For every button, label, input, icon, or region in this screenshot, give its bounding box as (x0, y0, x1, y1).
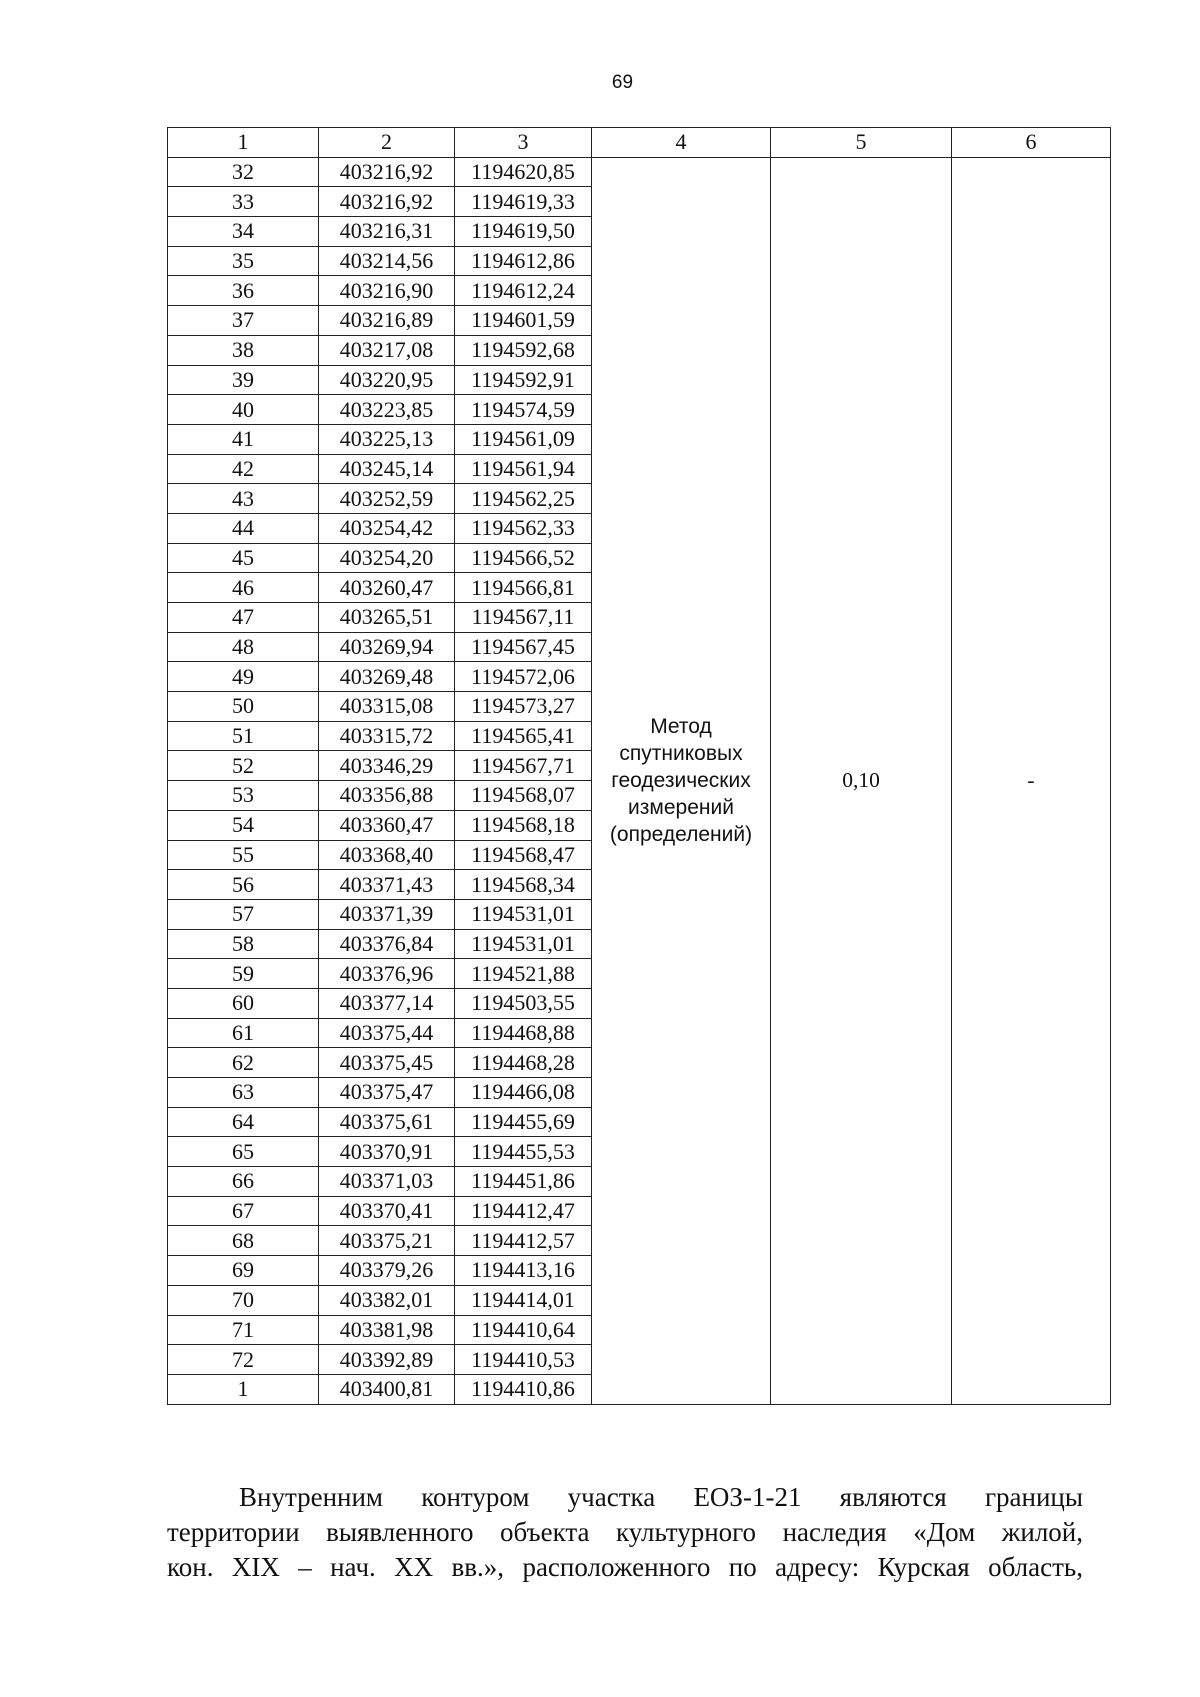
y-coordinate-cell: 1194612,24 (455, 276, 592, 306)
x-coordinate-cell: 403214,56 (319, 246, 455, 276)
point-number-cell: 55 (168, 840, 319, 870)
point-number-cell: 40 (168, 395, 319, 425)
x-coordinate-cell: 403260,47 (319, 573, 455, 603)
table-row (168, 157, 1111, 187)
x-coordinate-cell: 403379,26 (319, 1256, 455, 1286)
x-coordinate-cell: 403269,48 (319, 662, 455, 692)
x-coordinate-cell: 403225,13 (319, 424, 455, 454)
point-number-cell: 41 (168, 424, 319, 454)
x-coordinate-cell: 403223,85 (319, 395, 455, 425)
y-coordinate-cell: 1194612,86 (455, 246, 592, 276)
x-coordinate-cell: 403381,98 (319, 1315, 455, 1345)
x-coordinate-cell: 403400,81 (319, 1374, 455, 1404)
column-6-cell: - (952, 157, 1111, 1404)
point-number-cell: 36 (168, 276, 319, 306)
x-coordinate-cell: 403371,43 (319, 870, 455, 900)
method-line: измерений (628, 796, 734, 820)
table-body (168, 157, 1111, 1404)
method-line: спутниковых (619, 742, 743, 766)
y-coordinate-cell: 1194562,33 (455, 513, 592, 543)
x-coordinate-cell: 403376,96 (319, 959, 455, 989)
x-coordinate-cell: 403220,95 (319, 365, 455, 395)
y-coordinate-cell: 1194620,85 (455, 157, 592, 187)
y-coordinate-cell: 1194568,34 (455, 870, 592, 900)
x-coordinate-cell: 403376,84 (319, 929, 455, 959)
point-number-cell: 71 (168, 1315, 319, 1345)
header-cell: 5 (771, 128, 952, 158)
x-coordinate-cell: 403377,14 (319, 988, 455, 1018)
point-number-cell: 50 (168, 692, 319, 722)
x-coordinate-cell: 403392,89 (319, 1345, 455, 1375)
x-coordinate-cell: 403216,92 (319, 157, 455, 187)
point-number-cell: 66 (168, 1167, 319, 1197)
point-number-cell: 51 (168, 721, 319, 751)
y-coordinate-cell: 1194561,09 (455, 424, 592, 454)
y-coordinate-cell: 1194568,18 (455, 810, 592, 840)
point-number-cell: 56 (168, 870, 319, 900)
y-coordinate-cell: 1194412,57 (455, 1226, 592, 1256)
y-coordinate-cell: 1194592,91 (455, 365, 592, 395)
y-coordinate-cell: 1194619,50 (455, 217, 592, 247)
point-number-cell: 45 (168, 543, 319, 573)
x-coordinate-cell: 403375,45 (319, 1048, 455, 1078)
x-coordinate-cell: 403370,41 (319, 1196, 455, 1226)
y-coordinate-cell: 1194574,59 (455, 395, 592, 425)
accuracy-cell: 0,10 (771, 157, 952, 1404)
point-number-cell: 33 (168, 187, 319, 217)
method-line: геодезических (611, 769, 751, 793)
y-coordinate-cell: 1194503,55 (455, 988, 592, 1018)
point-number-cell: 1 (168, 1374, 319, 1404)
x-coordinate-cell: 403216,92 (319, 187, 455, 217)
x-coordinate-cell: 403375,47 (319, 1078, 455, 1108)
y-coordinate-cell: 1194573,27 (455, 692, 592, 722)
x-coordinate-cell: 403315,72 (319, 721, 455, 751)
point-number-cell: 72 (168, 1345, 319, 1375)
point-number-cell: 63 (168, 1078, 319, 1108)
x-coordinate-cell: 403371,39 (319, 899, 455, 929)
y-coordinate-cell: 1194455,69 (455, 1107, 592, 1137)
point-number-cell: 64 (168, 1107, 319, 1137)
point-number-cell: 38 (168, 335, 319, 365)
y-coordinate-cell: 1194468,28 (455, 1048, 592, 1078)
point-number-cell: 44 (168, 513, 319, 543)
point-number-cell: 42 (168, 454, 319, 484)
point-number-cell: 47 (168, 603, 319, 633)
point-number-cell: 69 (168, 1256, 319, 1286)
paragraph-line: кон. XIX – нач. XX вв.», расположенного по адресу: Курская область, (167, 1552, 1083, 1582)
x-coordinate-cell: 403375,44 (319, 1018, 455, 1048)
point-number-cell: 46 (168, 573, 319, 603)
y-coordinate-cell: 1194562,25 (455, 484, 592, 514)
y-coordinate-cell: 1194410,53 (455, 1345, 592, 1375)
y-coordinate-cell: 1194531,01 (455, 929, 592, 959)
y-coordinate-cell: 1194567,71 (455, 751, 592, 781)
header-cell: 6 (952, 128, 1111, 158)
header-cell: 4 (592, 128, 771, 158)
x-coordinate-cell: 403315,08 (319, 692, 455, 722)
point-number-cell: 61 (168, 1018, 319, 1048)
point-number-cell: 43 (168, 484, 319, 514)
y-coordinate-cell: 1194566,81 (455, 573, 592, 603)
x-coordinate-cell: 403382,01 (319, 1285, 455, 1315)
x-coordinate-cell: 403265,51 (319, 603, 455, 633)
table-header-row (168, 128, 1111, 158)
point-number-cell: 35 (168, 246, 319, 276)
x-coordinate-cell: 403245,14 (319, 454, 455, 484)
header-cell: 2 (319, 128, 455, 158)
point-number-cell: 62 (168, 1048, 319, 1078)
method-line: (определений) (609, 823, 753, 847)
y-coordinate-cell: 1194567,45 (455, 632, 592, 662)
point-number-cell: 49 (168, 662, 319, 692)
y-coordinate-cell: 1194568,47 (455, 840, 592, 870)
header-cell: 1 (168, 128, 319, 158)
point-number-cell: 37 (168, 306, 319, 336)
method-line: Метод (650, 715, 712, 739)
point-number-cell: 67 (168, 1196, 319, 1226)
point-number-cell: 54 (168, 810, 319, 840)
point-number-cell: 65 (168, 1137, 319, 1167)
y-coordinate-cell: 1194561,94 (455, 454, 592, 484)
y-coordinate-cell: 1194592,68 (455, 335, 592, 365)
x-coordinate-cell: 403360,47 (319, 810, 455, 840)
y-coordinate-cell: 1194466,08 (455, 1078, 592, 1108)
x-coordinate-cell: 403217,08 (319, 335, 455, 365)
y-coordinate-cell: 1194455,53 (455, 1137, 592, 1167)
y-coordinate-cell: 1194521,88 (455, 959, 592, 989)
x-coordinate-cell: 403375,21 (319, 1226, 455, 1256)
x-coordinate-cell: 403252,59 (319, 484, 455, 514)
body-paragraph (167, 1480, 1083, 1585)
point-number-cell: 59 (168, 959, 319, 989)
x-coordinate-cell: 403356,88 (319, 781, 455, 811)
y-coordinate-cell: 1194412,47 (455, 1196, 592, 1226)
x-coordinate-cell: 403346,29 (319, 751, 455, 781)
paragraph-line: Внутренним контуром участка ЕОЗ-1-21 являются границы (239, 1482, 1083, 1512)
x-coordinate-cell: 403254,20 (319, 543, 455, 573)
page-number: 69 (611, 72, 634, 93)
y-coordinate-cell: 1194601,59 (455, 306, 592, 336)
point-number-cell: 39 (168, 365, 319, 395)
point-number-cell: 52 (168, 751, 319, 781)
y-coordinate-cell: 1194567,11 (455, 603, 592, 633)
point-number-cell: 70 (168, 1285, 319, 1315)
y-coordinate-cell: 1194568,07 (455, 781, 592, 811)
y-coordinate-cell: 1194531,01 (455, 899, 592, 929)
x-coordinate-cell: 403216,90 (319, 276, 455, 306)
point-number-cell: 57 (168, 899, 319, 929)
y-coordinate-cell: 1194572,06 (455, 662, 592, 692)
point-number-cell: 34 (168, 217, 319, 247)
y-coordinate-cell: 1194414,01 (455, 1285, 592, 1315)
x-coordinate-cell: 403216,31 (319, 217, 455, 247)
y-coordinate-cell: 1194413,16 (455, 1256, 592, 1286)
y-coordinate-cell: 1194410,64 (455, 1315, 592, 1345)
x-coordinate-cell: 403368,40 (319, 840, 455, 870)
x-coordinate-cell: 403269,94 (319, 632, 455, 662)
point-number-cell: 68 (168, 1226, 319, 1256)
y-coordinate-cell: 1194566,52 (455, 543, 592, 573)
x-coordinate-cell: 403371,03 (319, 1167, 455, 1197)
y-coordinate-cell: 1194468,88 (455, 1018, 592, 1048)
x-coordinate-cell: 403216,89 (319, 306, 455, 336)
x-coordinate-cell: 403370,91 (319, 1137, 455, 1167)
x-coordinate-cell: 403254,42 (319, 513, 455, 543)
point-number-cell: 48 (168, 632, 319, 662)
y-coordinate-cell: 1194565,41 (455, 721, 592, 751)
method-cell (592, 157, 771, 1404)
point-number-cell: 53 (168, 781, 319, 811)
y-coordinate-cell: 1194619,33 (455, 187, 592, 217)
paragraph-line: территории выявленного объекта культурного наследия «Дом жилой, (167, 1517, 1083, 1547)
point-number-cell: 32 (168, 157, 319, 187)
x-coordinate-cell: 403375,61 (319, 1107, 455, 1137)
point-number-cell: 58 (168, 929, 319, 959)
header-cell: 3 (455, 128, 592, 158)
y-coordinate-cell: 1194410,86 (455, 1374, 592, 1404)
y-coordinate-cell: 1194451,86 (455, 1167, 592, 1197)
point-number-cell: 60 (168, 988, 319, 1018)
coordinates-table (167, 127, 1111, 1405)
